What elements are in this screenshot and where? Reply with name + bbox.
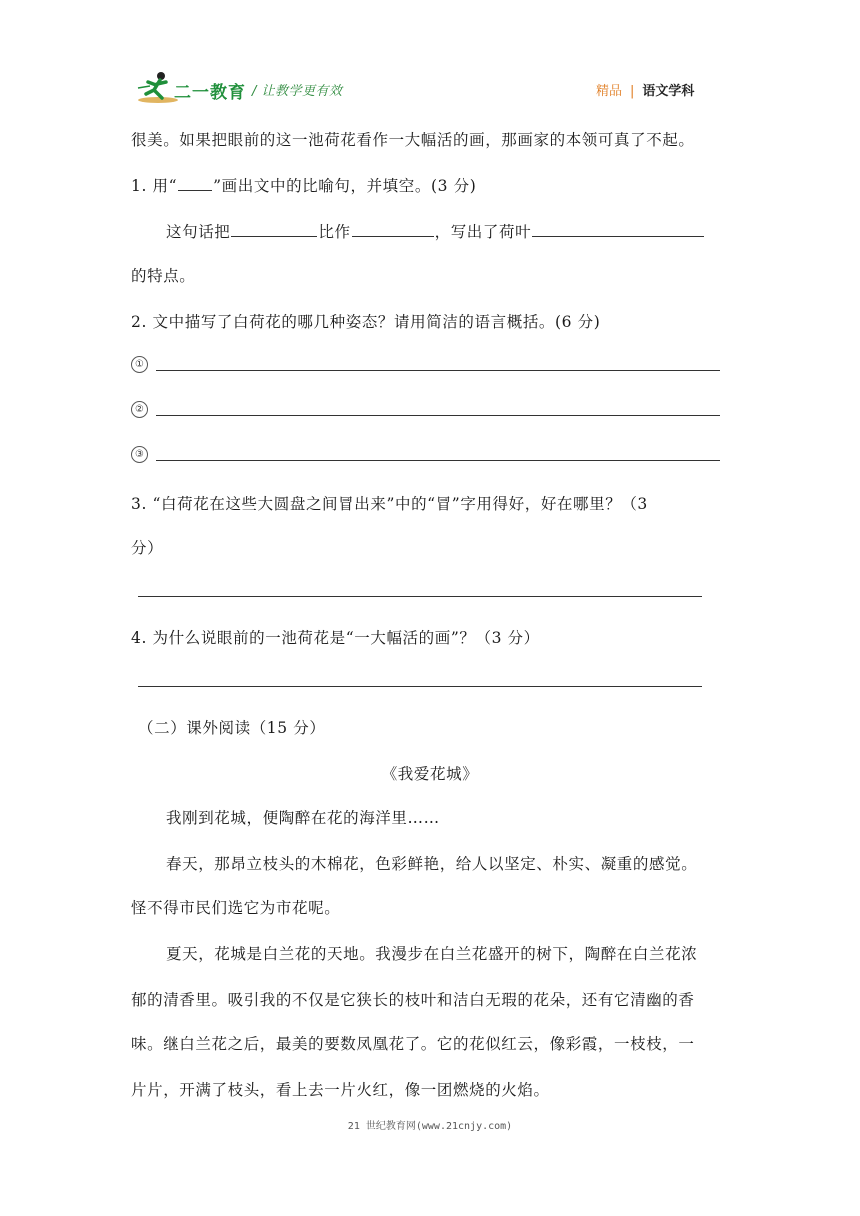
subject-label: 语文学科: [642, 84, 695, 99]
brand-slogan: / 让教学更有效: [252, 84, 343, 99]
question-3-line-1: 3. “白荷花在这些大圆盘之间冒出来”中的“冒”字用得好，好在哪里？（3: [131, 495, 648, 513]
article-paragraph: 我刚到花城，便陶醉在花的海洋里……: [166, 809, 440, 827]
page-footer: 21 世纪教育网(www.21cnjy.com): [347, 1121, 513, 1132]
slogan-text: 让教学更有效: [261, 84, 343, 99]
q4-answer-line[interactable]: [138, 686, 702, 687]
article-paragraph: 郁的清香里。吸引我的不仅是它狭长的枝叶和洁白无瑕的花朵，还有它清幽的香: [131, 991, 695, 1009]
article-paragraph: 夏天，花城是白兰花的天地。我漫步在白兰花盛开的树下，陶醉在白兰花浓: [166, 945, 698, 963]
header-separator: |: [630, 84, 635, 99]
q1-underline-sample: [178, 176, 212, 191]
q2-answer-line-3[interactable]: [156, 460, 720, 461]
section-heading: （二）课外阅读（15 分）: [138, 719, 326, 737]
brand-name: 二一教育: [174, 83, 246, 103]
article-paragraph: 味。继白兰花之后，最美的要数凤凰花了。它的花似红云，像彩霞，一枝枝，一: [131, 1035, 695, 1053]
q2-marker-2: ②: [131, 401, 148, 418]
q1-blank-3[interactable]: [532, 222, 704, 237]
q1-prompt-before: 1. 用“: [131, 177, 178, 195]
quality-badge: 精品: [596, 84, 623, 99]
question-1: [131, 174, 476, 196]
q1-fill-part3: ，写出了荷叶: [434, 223, 532, 241]
article-title: 《我爱花城》: [381, 765, 479, 783]
q1-fill-part2: 比作: [318, 223, 351, 241]
q1-fill-end: 的特点。: [131, 267, 196, 285]
article-paragraph: 片片，开满了枝头，看上去一片火红，像一团燃烧的火焰。: [131, 1081, 550, 1099]
q2-marker-1: ①: [131, 356, 148, 373]
intro-line: 很美。如果把眼前的这一池荷花看作一大幅活的画，那画家的本领可真了不起。: [131, 131, 695, 149]
q1-fill-part1: 这句话把: [166, 223, 231, 241]
article-paragraph: 春天，那昂立枝头的木棉花，色彩鲜艳，给人以坚定、朴实、凝重的感觉。: [166, 855, 698, 873]
question-4: 4. 为什么说眼前的一池荷花是“一大幅活的画”？（3 分）: [131, 629, 540, 647]
question-2: 2. 文中描写了白荷花的哪几种姿态？请用简洁的语言概括。(6 分): [131, 313, 601, 331]
article-paragraph: 怪不得市民们选它为市花呢。: [131, 899, 341, 917]
question-3-line-2: 分）: [131, 539, 164, 557]
q1-blank-2[interactable]: [352, 222, 434, 237]
header-subject: [596, 80, 694, 99]
q2-answer-line-1[interactable]: [156, 370, 720, 371]
q2-marker-3: ③: [131, 446, 148, 463]
q1-prompt-after: ”画出文中的比喻句，并填空。(3 分): [213, 177, 477, 195]
q3-answer-line[interactable]: [138, 596, 702, 597]
q1-fill-line: [166, 220, 705, 242]
q1-blank-1[interactable]: [231, 222, 317, 237]
q2-answer-line-2[interactable]: [156, 415, 720, 416]
